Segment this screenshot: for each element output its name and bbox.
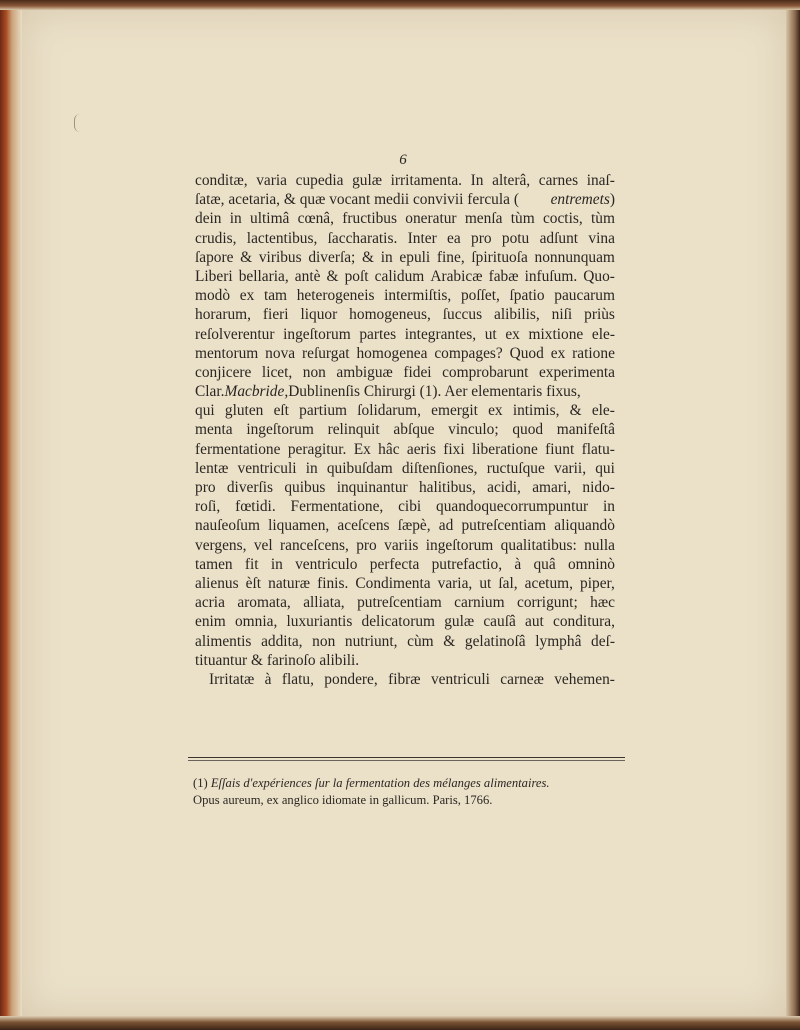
text-line: nauſeoſum liquamen, aceſcens ſæpè, ad putreſcentiam aliquandò	[195, 517, 615, 535]
text-line: menta ingeſtorum relinquit abſque vinculo; quod manifeſtâ	[195, 421, 615, 439]
body-text	[195, 171, 615, 689]
text-line: horarum, fieri liquor homogeneus, ſuccus alibilis, niſi priùs	[195, 306, 615, 324]
page-number: 6	[399, 152, 407, 168]
text-line: acria aromata, alliata, putreſcentiam carnium corrigunt; hæc	[195, 594, 615, 612]
text-line: lentæ ventriculi in quibuſdam diſtenſiones, ructuſque varii, qui	[195, 459, 615, 477]
text-line: modò ex tam heterogeneis intermiſtis, poſſet, ſpatio paucarum	[195, 287, 615, 305]
text-line: alienus èſt naturæ finis. Condimenta varia, ut ſal, acetum, piper,	[195, 574, 615, 592]
text-line-start: ſatæ, acetaria, & quæ vocant medii convivii fercula (	[195, 191, 519, 209]
text-line: conditæ, varia cupedia gulæ irritamenta. In alterâ, carnes inaſ-	[195, 172, 615, 189]
italic-term: entremets	[550, 191, 610, 209]
text-line: conjicere licet, non ambiguæ fidei comprobarunt experimenta	[195, 363, 615, 381]
footnote-marker: (1)	[193, 776, 208, 790]
footnote-title: Eſſais d'expériences ſur la fermentation des mélanges alimentaires.	[210, 776, 550, 790]
text-line	[195, 190, 615, 209]
text-line: mentorum nova reſurgat homogenea compages? Quod ex ratione	[195, 344, 615, 362]
author-name: Macbride,	[224, 383, 289, 401]
text-line: ſapore & viribus diverſa; & in epuli fine, ſpirituoſa nonnunquam	[195, 248, 615, 266]
text-line: dein in ultimâ cœnâ, fructibus oneratur menſa tùm coctis, tùm	[195, 210, 615, 228]
text-line: roſi, fœtidi. Fermentatione, cibi quandoquecorrumpuntur in	[195, 498, 615, 516]
text-line: qui gluten eſt partium ſolidarum, emergit ex intimis, & ele-	[195, 402, 615, 420]
top-edge	[0, 0, 800, 10]
text-line: alimentis addita, non nutriunt, cùm & gelatinoſâ lymphâ deſ-	[195, 632, 615, 650]
paragraph-start-line: Irritatæ à flatu, pondere, fibræ ventriculi carneæ vehemen-	[209, 670, 615, 688]
bottom-edge	[0, 1016, 800, 1030]
text-line: Liberi bellaria, antè & poſt calidum Arabicæ fabæ infuſum. Quo-	[195, 267, 615, 285]
text-line	[195, 382, 615, 401]
footnote-line	[193, 775, 625, 792]
pencil-mark	[74, 114, 81, 132]
footnote-line: Opus aureum, ex anglico idiomate in gallicum. Paris, 1766.	[193, 792, 493, 807]
text-line-rest: Dublinenſis Chirurgi (1). Aer elementaris fixus,	[288, 383, 581, 401]
text-line: vergens, vel ranceſcens, pro variis ingeſtorum qualitatibus: nulla	[195, 536, 615, 554]
footnote	[193, 775, 625, 808]
text-line: crudis, lactentibus, ſaccharatis. Inter ea pro potu adſunt vina	[195, 229, 615, 247]
text-line: reſolverentur ingeſtorum partes integrantes, ut ex mixtione ele-	[195, 325, 615, 343]
text-line: tituantur & farinoſo alibili.	[195, 651, 360, 669]
footnote-rule	[188, 757, 625, 758]
text-line: pro diverſis quibus inquinantur halitibus, acidi, amari, nido-	[195, 479, 615, 496]
text-line-start: Clar.	[195, 383, 225, 401]
text-line-end: )	[609, 191, 615, 209]
footnote-rule-thin	[188, 760, 625, 761]
text-line: enim omnia, luxuriantis delicatorum gulæ cauſâ aut conditura,	[195, 613, 615, 631]
text-line: tamen fit in ventriculo perfecta putrefactio, à quâ omninò	[195, 555, 615, 573]
text-line: fermentatione peragitur. Ex hâc aeris fixi liberatione fiunt flatu-	[195, 440, 615, 458]
